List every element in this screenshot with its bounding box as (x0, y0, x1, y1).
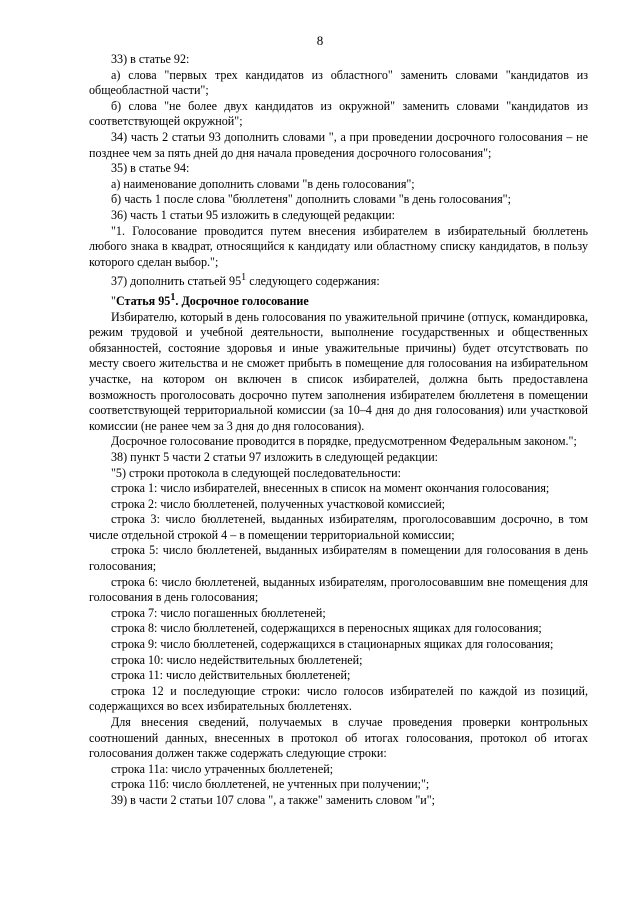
document-body (89, 52, 588, 809)
protocol-line-7: строка 7: число погашенных бюллетеней; (111, 605, 326, 620)
item-37-heading (89, 270, 588, 290)
item-35-heading: 35) в статье 94: (111, 161, 190, 176)
item-36-heading: 36) часть 1 статьи 95 изложить в следующей редакции: (111, 207, 395, 222)
protocol-line-12: строка 12 и последующие строки: число голосов избирателей по каждой из позиций, содержащихся во всех избирательных бюллетенях. (89, 683, 588, 714)
item-33a: а) слова "первых трех кандидатов из областного" заменить словами "кандидатов из общеобластной части"; (89, 67, 588, 98)
item-38-heading: 38) пункт 5 части 2 статьи 97 изложить в следующей редакции: (111, 449, 439, 464)
protocol-line-11: строка 11: число действительных бюллетеней; (111, 668, 351, 683)
item-33b: б) слова "не более двух кандидатов из окружной" заменить словами "кандидатов из соответствующей окружной"; (89, 98, 588, 129)
item-35b: б) часть 1 после слова "бюллетеня" дополнить словами "в день голосования"; (111, 192, 511, 207)
control-ratios-paragraph: Для внесения сведений, получаемых в случае проведения проверки контрольных соотношений данных, внесенных в протокол об итогах голосования, протокол об итогах голосования должен также содержать следующие строки: (89, 715, 588, 761)
protocol-line-11a: строка 11а: число утраченных бюллетеней; (111, 761, 334, 776)
protocol-line-5: строка 5: число бюллетеней, выданных избирателям в помещении для голосования в день голосования; (89, 543, 588, 574)
item-33-heading: 33) в статье 92: (111, 52, 190, 66)
article-95-1-title (89, 290, 588, 310)
item-38-intro: "5) строки протокола в следующей последовательности: (111, 465, 401, 480)
protocol-line-11b: строка 11б: число бюллетеней, не учтенных при получении;"; (111, 777, 430, 792)
article-95-1-para-2: Досрочное голосование проводится в порядке, предусмотренном Федеральным законом."; (111, 434, 577, 449)
article-title-sup: 1 (170, 291, 176, 303)
item-37-after: следующего содержания: (246, 274, 380, 289)
article-title-quote: " (111, 293, 116, 308)
article-95-1-para-1: Избирателю, который в день голосования по уважительной причине (отпуск, командировка, режим трудовой и учебной деятельности, выполнение государственных и общественных обязанностей, состояние здоровья и иные уважительные причины) будет отсутствовать по месту своего жительства и не сможет прибыть в помещение для голосования на избирательном участке, на котором он включен в список избирателей, должна быть предоставлена возможность проголосовать досрочно путем заполнения избирателем бюллетеня в помещении соответствующей территориальной комиссии (за 10–4 дня до дня голосования) или участковой комиссии (не ранее чем за 3 дня до дня голосования). (89, 309, 588, 433)
protocol-line-2: строка 2: число бюллетеней, полученных участковой комиссией; (111, 496, 446, 511)
protocol-line-10: строка 10: число недействительных бюллетеней; (111, 652, 363, 667)
protocol-line-6: строка 6: число бюллетеней, выданных избирателям, проголосовавшим вне помещения для голосования в день голосования; (89, 574, 588, 605)
protocol-line-9: строка 9: число бюллетеней, содержащихся в стационарных ящиках для голосования; (111, 637, 554, 652)
item-34: 34) часть 2 статьи 93 дополнить словами ", а при проведении досрочного голосования – не позднее чем за пять дней до дня начала проведения досрочного голосования"; (89, 129, 588, 160)
item-37-sup: 1 (241, 272, 247, 284)
page-number: 8 (316, 33, 324, 48)
item-35a: а) наименование дополнить словами "в день голосования"; (111, 176, 415, 191)
item-39: 39) в части 2 статьи 107 слова ", а также" заменить словом "и"; (111, 792, 436, 807)
item-36-text: "1. Голосование проводится путем внесения избирателем в избирательный бюллетень любого знака в квадрат, относящийся к кандидату или областному списку кандидатов, в пользу которого сделан выбор."; (89, 223, 588, 269)
protocol-line-3: строка 3: число бюллетеней, выданных избирателям, проголосовавшим досрочно, в том числе отдельной строкой 4 – в помещении территориальной комиссии; (89, 512, 588, 542)
protocol-line-1: строка 1: число избирателей, внесенных в список на момент окончания голосования; (111, 481, 550, 496)
article-title-bold: Статья 95 (115, 293, 171, 308)
article-title-rest: . Досрочное голосование (175, 293, 309, 308)
item-37-text: 37) дополнить статьей 95 (111, 274, 242, 289)
protocol-line-8: строка 8: число бюллетеней, содержащихся в переносных ящиках для голосования; (111, 621, 542, 636)
